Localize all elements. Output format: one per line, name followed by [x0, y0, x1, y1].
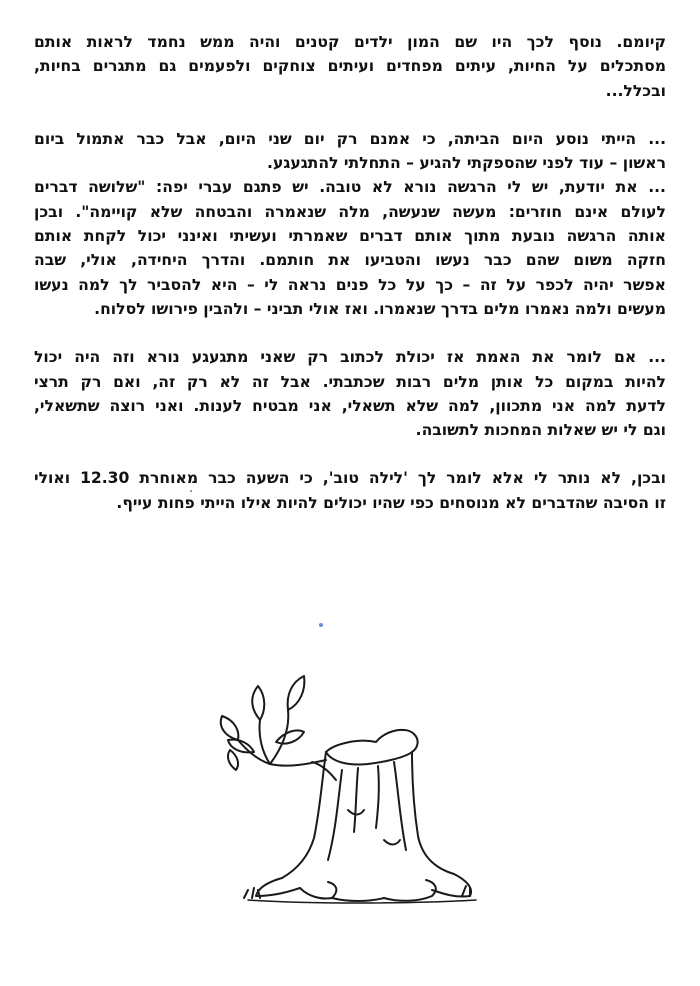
text-line: ראשון – עוד לפני שהספקתי להגיע – התחלתי להתגעגע.	[267, 154, 666, 173]
text-line: ובכן, לא נותר לי אלא לומר לך 'לילה טוב', כי השעה כבר מאוחרת 12.30 ואולי	[34, 469, 666, 488]
text-line: ובכלל...	[605, 81, 666, 100]
text-line: לעולם אינם חוזרים: מעשה שנעשה, מלה שנאמרה והבטחה שלא קויימה". ובכן	[34, 202, 666, 221]
text-line: מסתכלים על החיות, עיתים מפחדים ועיתים צוחקים ולפעמים גם מתגרים בחיות,	[34, 57, 666, 76]
paragraph-3	[34, 345, 666, 442]
text-line: אותה הרגשה נובעת מתוך אותם דברים שאמרתי ועשיתי ואינני יכול לקחת אותם	[34, 227, 666, 246]
text-line: אפשר יהיה לכפר על זה – כך על כל פנים נראה לי – היא להסביר לך למה נעשו	[34, 275, 666, 294]
text-line: ... אם לומר את האמת אז יכולת לכתוב רק שאני מתגעגע נורא וזה היה יכול	[34, 348, 666, 367]
ink-dot	[319, 623, 323, 627]
text-line: חזקה משום שהם כבר נעשו והטביעו את חותמם. והדרך היחידה, אולי, שבה	[34, 251, 666, 270]
text-line: ... הייתי נוסע היום הביתה, כי אמנם רק יום שני היום, אבל כבר אתמול ביום	[34, 129, 666, 148]
letter-text	[34, 30, 666, 515]
text-line: וגם לי יש שאלות המחכות לתשובה.	[415, 421, 666, 440]
tree-stump-illustration	[208, 660, 498, 910]
paragraph-4	[34, 466, 666, 515]
text-line: ... את יודעת, יש לי הרגשה נורא לא טובה. יש פתגם עברי יפה: "שלושה דברים	[34, 178, 666, 197]
text-line: זו הסיבה שהדברים לא מנוסחים כפי שהיו יכולים להיות אילו הייתי פחות עייף.	[116, 493, 666, 512]
text-line: לדעת למה אני מתכוון, למה שלא תשאלי, אני מבטיח לענות. ואני רוצה שתשאלי,	[34, 396, 666, 415]
paragraph-2	[34, 127, 666, 321]
paragraph-1	[34, 30, 666, 103]
ink-speck	[190, 490, 192, 492]
text-line: קיומם. נוסף לכך היו שם המון ילדים קטנים והיה ממש נחמד לראות אותם	[34, 33, 666, 51]
text-line: להיות במקום כל אותן מלים רבות שכתבתי. אבל זה לא רק זה, ואם רק תרצי	[34, 372, 666, 391]
text-line: מעשים ולמה נאמרו מלים בדרך שנאמרו. ואז אולי תביני – ולהבין פירושו לסלוח.	[94, 299, 666, 318]
